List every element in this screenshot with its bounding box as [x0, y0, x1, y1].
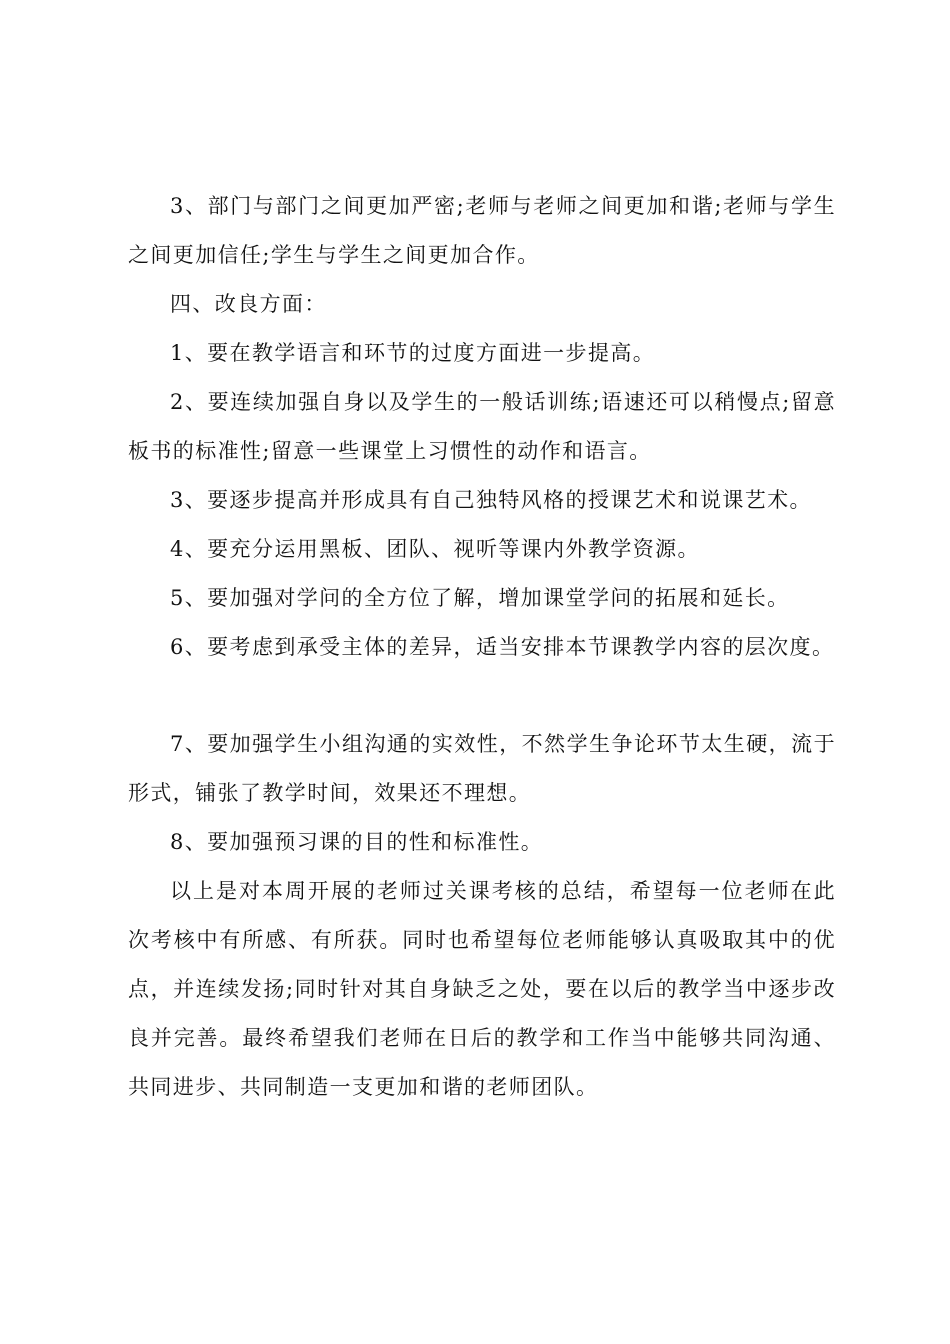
paragraph-item-7: 7、要加强学生小组沟通的实效性，不然学生争论环节太生硬，流于形式，铺张了教学时间，效果还不理想。: [128, 732, 836, 805]
paragraph-item-8: 8、要加强预习课的目的性和标准性。: [170, 830, 544, 854]
paragraph-item-2: 2、要连续加强自身以及学生的一般话训练;语速还可以稍慢点;留意板书的标准性;留意一些课堂上习惯性的动作和语言。: [128, 390, 836, 463]
paragraph-item-6: 6、要考虑到承受主体的差异，适当安排本节课教学内容的层次度。: [170, 635, 835, 659]
paragraph-conclusion: 以上是对本周开展的老师过关课考核的总结，希望每一位老师在此次考核中有所感、有所获。同时也希望每位老师能够认真吸取其中的优点，并连续发扬;同时针对其自身缺乏之处，要在以后的教学当中逐步改良并完善。最终希望我们老师在日后的教学和工作当中能够共同沟通、共同进步、共同制造一支更加和谐的老师团队。: [128, 879, 836, 1099]
paragraph-spacer: [128, 672, 836, 720]
section-heading-improvements: 四、改良方面：: [170, 292, 327, 316]
document-body: [128, 182, 836, 1112]
paragraph-item-1: 1、要在教学语言和环节的过度方面进一步提高。: [170, 341, 656, 365]
paragraph-item-3: 3、要逐步提高并形成具有自己独特风格的授课艺术和说课艺术。: [170, 488, 812, 512]
paragraph-item-5: 5、要加强对学问的全方位了解，增加课堂学问的拓展和延长。: [170, 586, 790, 610]
paragraph-item-4: 4、要充分运用黑板、团队、视听等课内外教学资源。: [170, 537, 700, 561]
paragraph-relationships: 3、部门与部门之间更加严密;老师与老师之间更加和谐;老师与学生之间更加信任;学生与学生之间更加合作。: [128, 194, 836, 267]
